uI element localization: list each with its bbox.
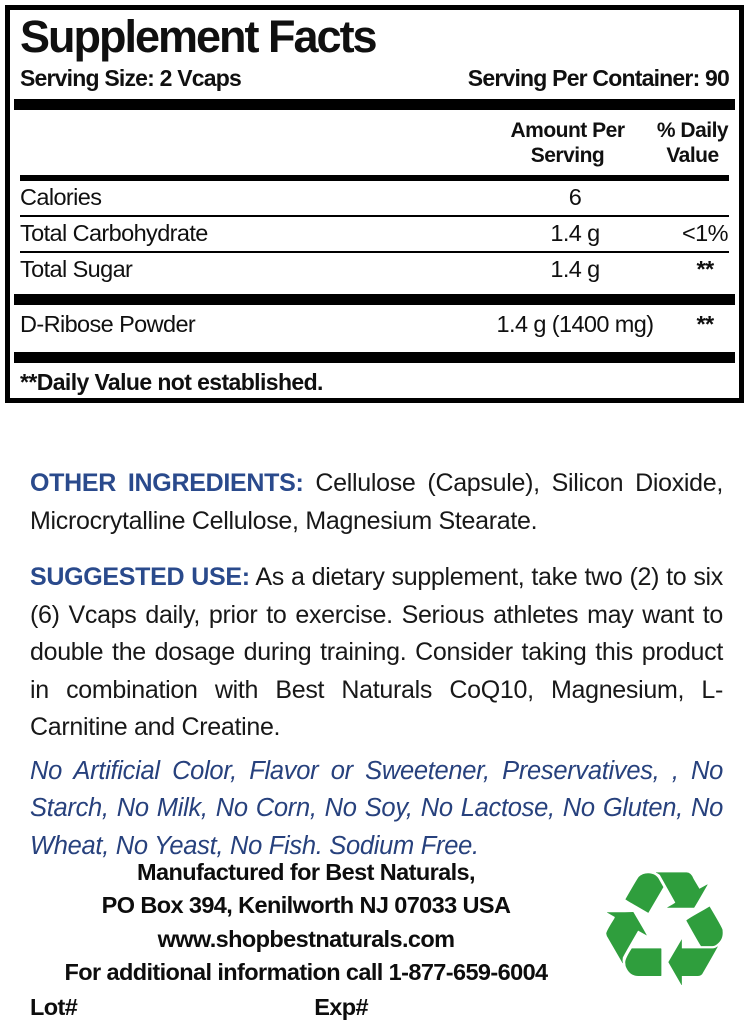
amount-per-serving-header: Amount Per Serving bbox=[510, 119, 625, 168]
other-ingredients-text: Cellulose (Capsule), Silicon Dioxide, Microcrytalline Cellulose, Magnesium Stearate. bbox=[30, 469, 723, 535]
nutrient-label: Calories bbox=[20, 183, 102, 210]
manufacturer-line-2: PO Box 394, Kenilworth NJ 07033 USA bbox=[101, 892, 511, 919]
divider-thick-top bbox=[14, 99, 735, 110]
phone-info: For additional information call 1-877-659-6004 bbox=[64, 959, 548, 986]
recycle-icon: ♻ bbox=[592, 836, 737, 1023]
other-ingredients-heading: OTHER INGREDIENTS: bbox=[30, 469, 304, 497]
manufacturer-block bbox=[0, 856, 612, 1025]
lot-label: Lot# bbox=[30, 994, 78, 1021]
nutrient-amount: 6 bbox=[568, 183, 582, 210]
nutrient-row-dribose bbox=[20, 305, 729, 345]
nutrient-amount: 1.4 g (1400 mg) bbox=[496, 310, 654, 337]
allergen-statement: No Artificial Color, Flavor or Sweetener, Preservatives, , No Starch, No Milk, No Corn, No Soy, No Lactose, No Gluten, No Wheat, No Yeast, No Fish. Sodium Free. bbox=[30, 756, 723, 860]
serving-size: Serving Size: 2 Vcaps bbox=[20, 65, 241, 92]
nutrient-daily-value: ** bbox=[696, 310, 714, 337]
nutrient-daily-value: ** bbox=[696, 255, 714, 282]
divider-thick-bottom bbox=[14, 352, 735, 363]
nutrient-amount: 1.4 g bbox=[550, 219, 600, 246]
other-ingredients-paragraph bbox=[30, 465, 723, 540]
suggested-use-text: As a dietary supplement, take two (2) to six (6) Vcaps daily, prior to exercise. Serious athletes may want to double the dosage during training. Consider taking this product in combination with Best Naturals CoQ10, Magnesium, L-Carnitine and Creatine. bbox=[30, 563, 723, 741]
nutrient-row-calories bbox=[20, 181, 729, 215]
nutrient-row-sugar bbox=[20, 253, 729, 287]
facts-header-row bbox=[20, 119, 729, 169]
exp-label: Exp# bbox=[314, 994, 368, 1021]
servings-per-container: Serving Per Container: 90 bbox=[467, 65, 729, 92]
website-url: www.shopbestnaturals.com bbox=[157, 925, 455, 952]
suggested-use-heading: SUGGESTED USE: bbox=[30, 563, 250, 591]
nutrient-label: Total Sugar bbox=[20, 255, 133, 282]
suggested-use-paragraph bbox=[30, 559, 723, 747]
facts-title: Supplement Facts bbox=[20, 11, 376, 62]
supplement-facts-panel bbox=[5, 5, 744, 403]
nutrient-row-carbohydrate bbox=[20, 217, 729, 251]
nutrient-label: D-Ribose Powder bbox=[20, 310, 196, 337]
manufacturer-line-1: Manufactured for Best Naturals, bbox=[137, 859, 475, 885]
nutrient-label: Total Carbohydrate bbox=[20, 219, 208, 246]
facts-footnote: **Daily Value not established. bbox=[20, 368, 323, 395]
daily-value-header: % Daily Value bbox=[656, 119, 729, 168]
lot-exp-row bbox=[0, 991, 612, 1024]
divider-thick-mid bbox=[14, 294, 735, 305]
nutrient-daily-value: <1% bbox=[682, 219, 728, 246]
nutrient-amount: 1.4 g bbox=[550, 255, 600, 282]
serving-info-row bbox=[20, 65, 729, 92]
